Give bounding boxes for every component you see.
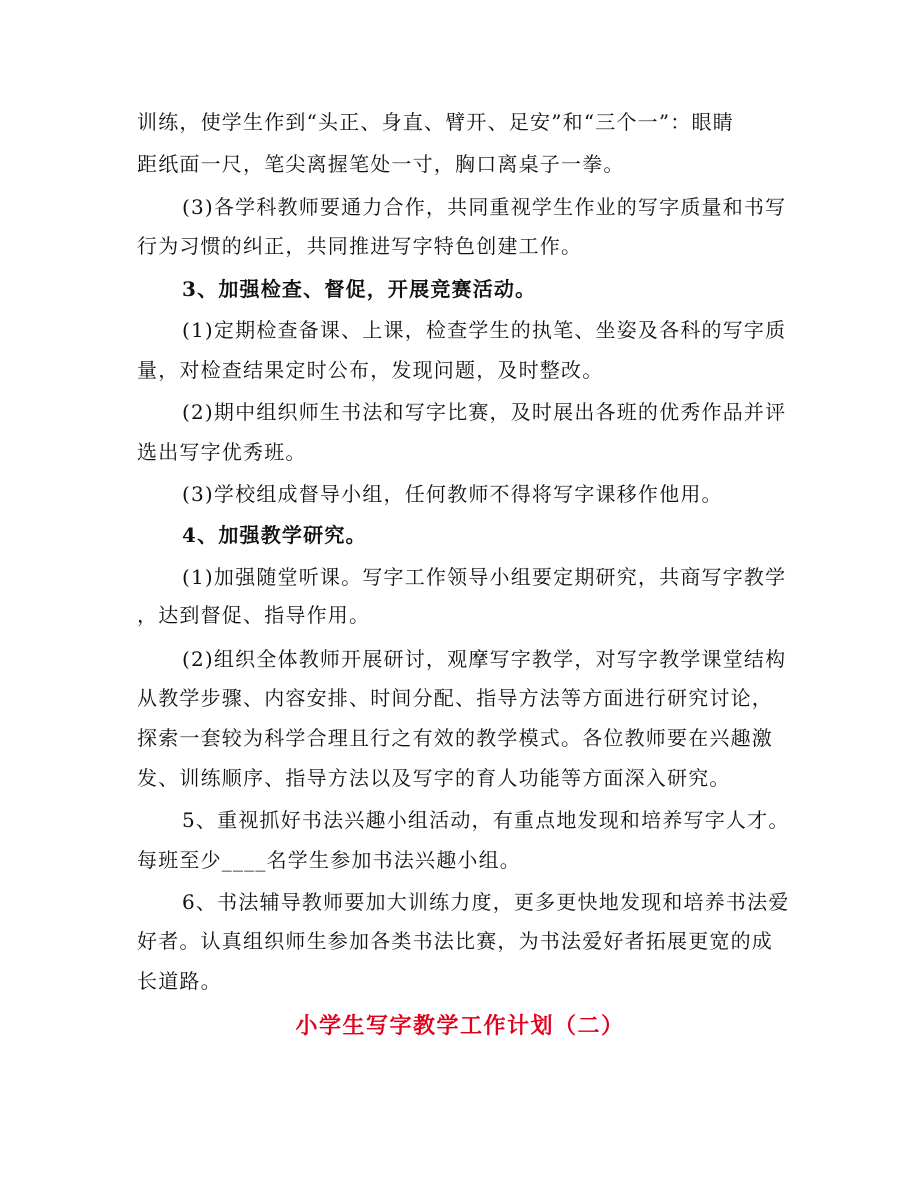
paragraph-line: 行为习惯的纠正，共同推进写字特色创建工作。	[137, 234, 583, 258]
paragraph-line: 训练，使学生作到“头正、身直、臂开、足安”和“三个一”：眼睛	[137, 110, 734, 134]
paragraph-line: 5、重视抓好书法兴趣小组活动，有重点地发现和培养写字人才。	[182, 808, 790, 832]
paragraph-line: (1)定期检查备课、上课，检查学生的执笔、坐姿及各科的写字质	[182, 318, 787, 342]
section-title: 小学生写字教学工作计划（二）	[295, 1013, 625, 1039]
section-heading-4: 4、加强教学研究。	[182, 523, 367, 547]
paragraph-line: 发、训练顺序、指导方法以及写字的育人功能等方面深入研究。	[137, 766, 731, 790]
paragraph-line: (3)各学科教师要通力合作，共同重视学生作业的写字质量和书写	[182, 195, 787, 219]
paragraph-line: (3)学校组成督导小组，任何教师不得将写字课移作他用。	[182, 482, 723, 506]
paragraph-line: 距纸面一尺，笔尖离握笔处一寸，胸口离桌子一拳。	[137, 152, 625, 176]
paragraph-line: 长道路。	[137, 969, 222, 993]
paragraph-line: 探索一套较为科学合理且行之有效的教学模式。各位教师要在兴趣激	[137, 726, 773, 750]
paragraph-line: 每班至少____名学生参加书法兴趣小组。	[137, 848, 521, 872]
paragraph-line: 6、书法辅导教师要加大训练力度，更多更快地发现和培养书法爱	[182, 890, 790, 914]
paragraph-line: 好者。认真组织师生参加各类书法比赛，为书法爱好者拓展更宽的成	[137, 929, 773, 953]
paragraph-line: (2)组织全体教师开展研讨，观摩写字教学，对写字教学课堂结构	[182, 647, 787, 671]
paragraph-line: 选出写字优秀班。	[137, 440, 307, 464]
paragraph-line: 量，对检查结果定时公布，发现问题，及时整改。	[137, 358, 604, 382]
paragraph-line: ，达到督促、指导作用。	[137, 603, 371, 627]
paragraph-line: (2)期中组织师生书法和写字比赛，及时展出各班的优秀作品并评	[182, 400, 787, 424]
section-heading-3: 3、加强检查、督促，开展竞赛活动。	[182, 277, 537, 301]
paragraph-line: (1)加强随堂听课。写字工作领导小组要定期研究，共商写字教学	[182, 565, 787, 589]
paragraph-line: 从教学步骤、内容安排、时间分配、指导方法等方面进行研究讨论，	[137, 686, 773, 710]
